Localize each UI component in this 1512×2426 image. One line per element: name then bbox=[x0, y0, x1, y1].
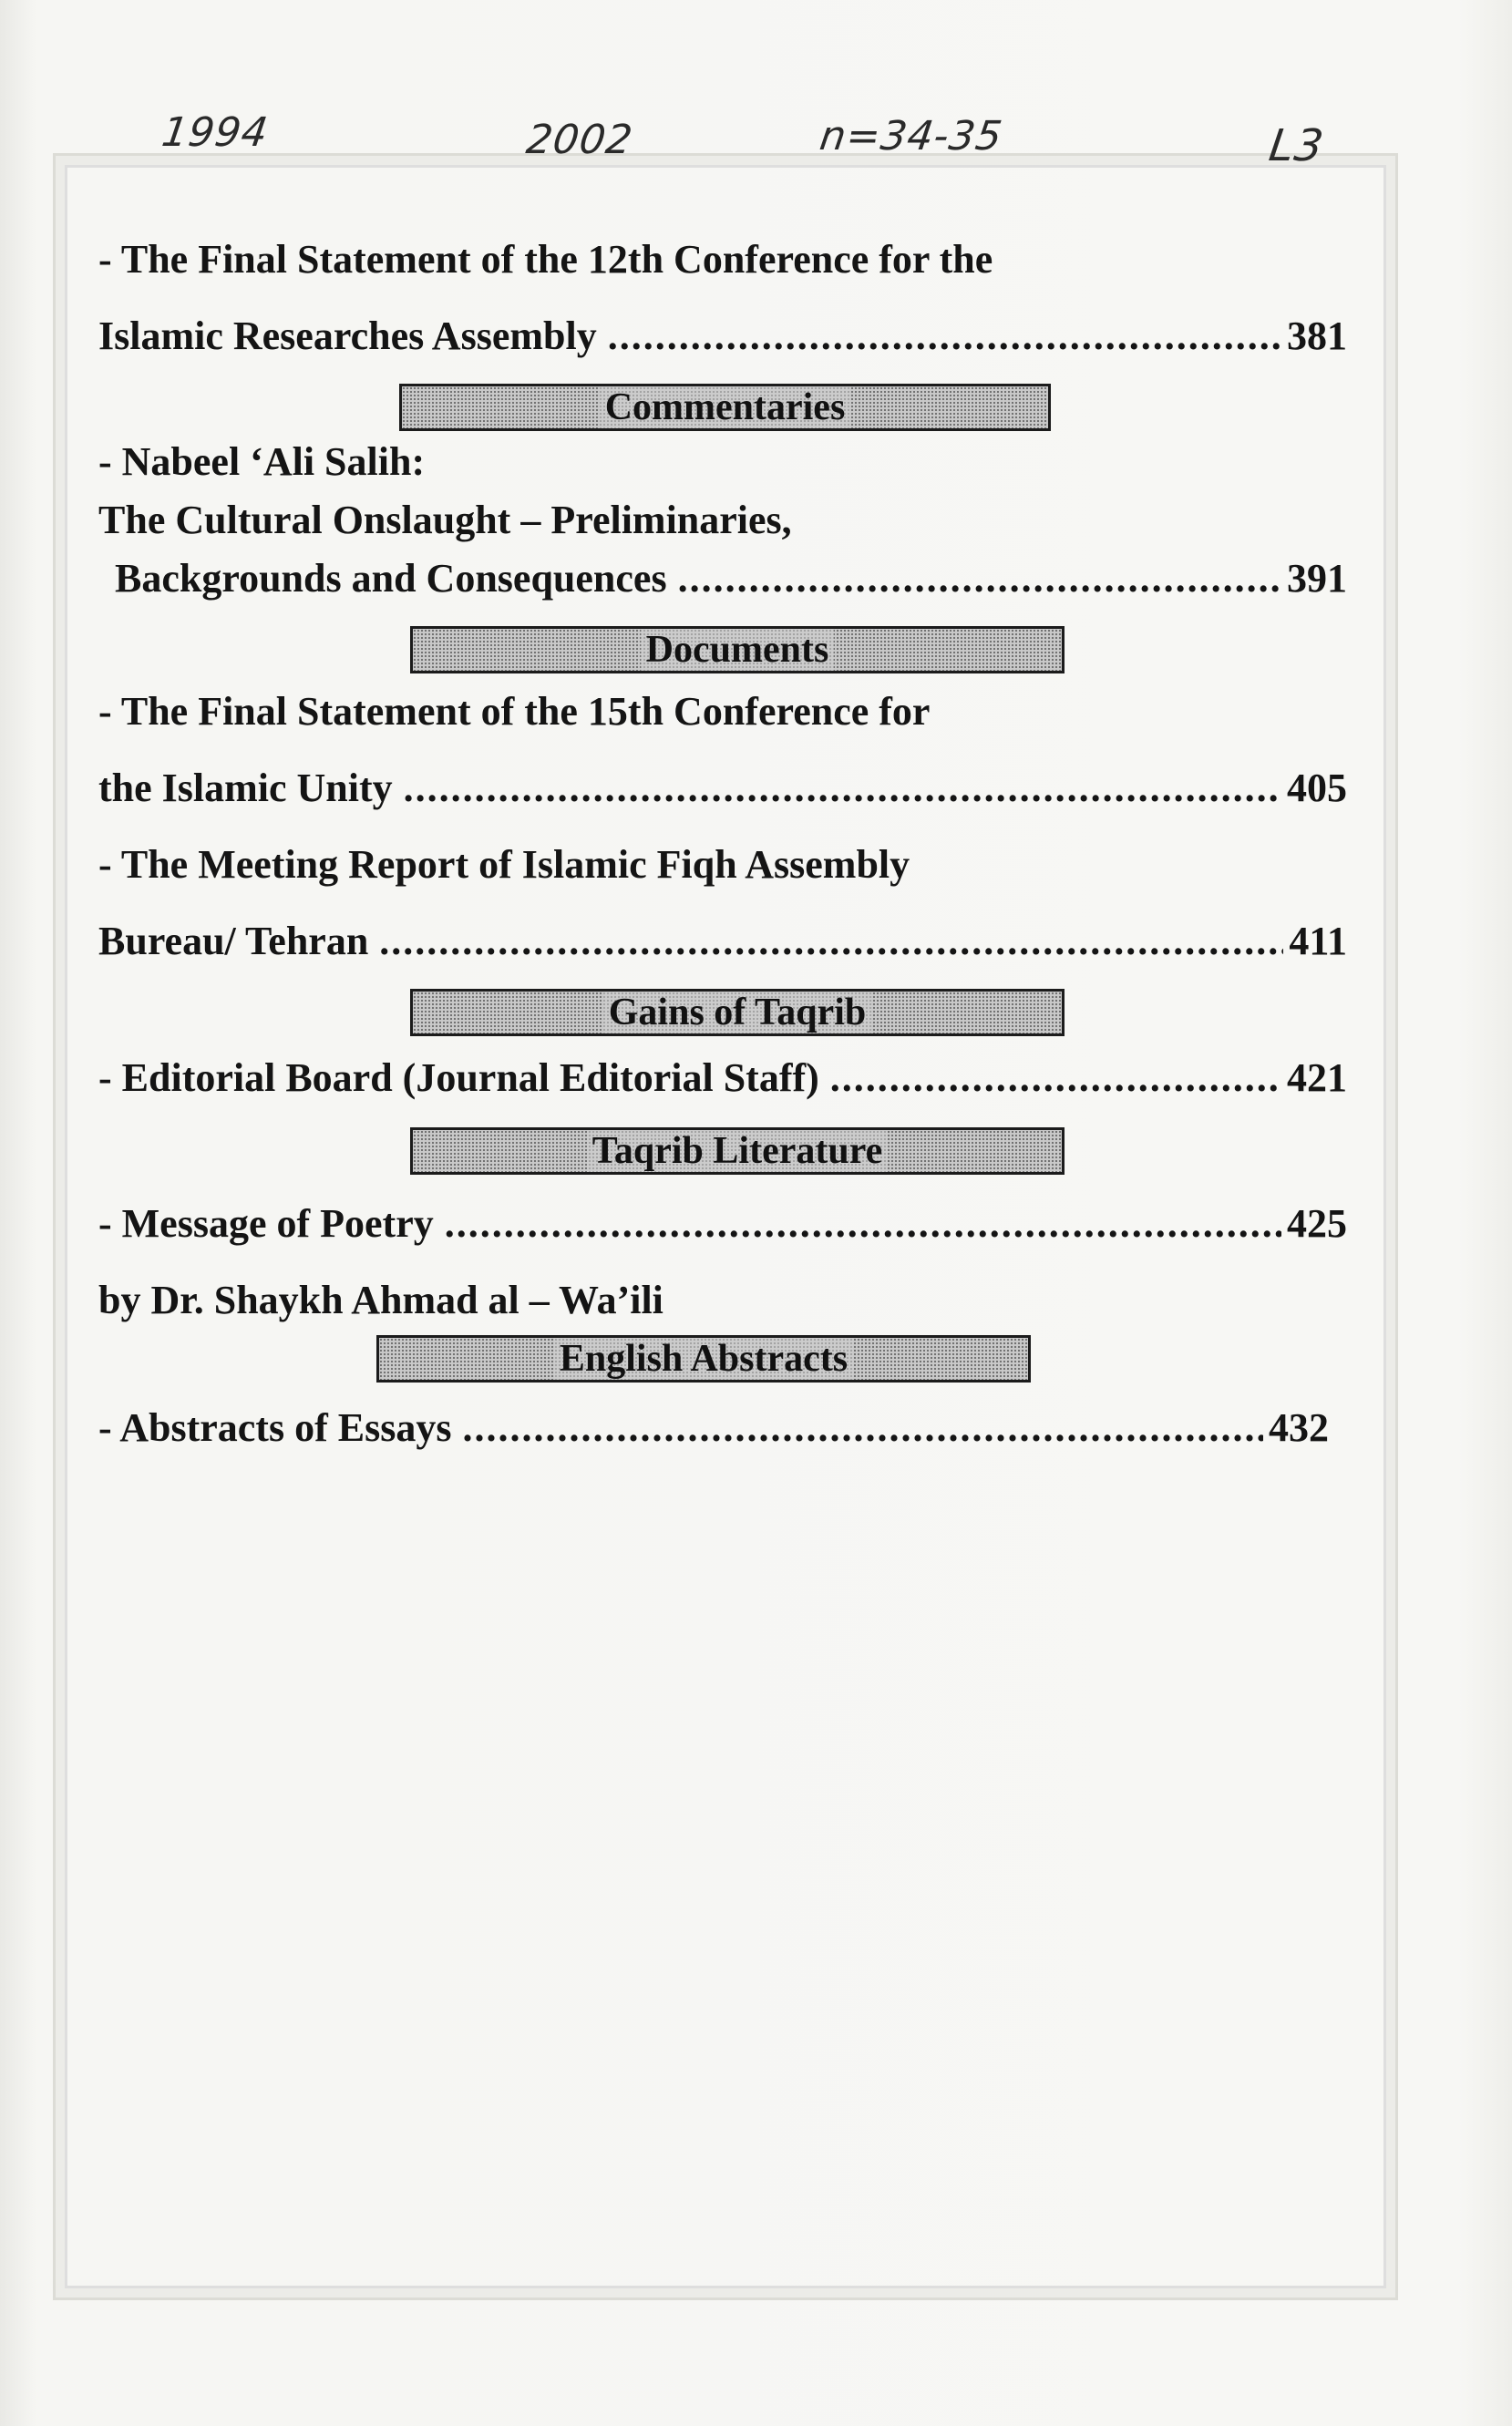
leader-dots bbox=[462, 1401, 1263, 1455]
section-header-english: English Abstracts bbox=[376, 1335, 1031, 1383]
toc-entry-15th-line2: the Islamic Unity bbox=[98, 766, 393, 810]
section-header-gains: Gains of Taqrib bbox=[410, 989, 1065, 1036]
toc-entry-nabeel-line2: The Cultural Onslaught – Preliminaries, bbox=[98, 498, 792, 542]
page-number: 381 bbox=[1287, 314, 1347, 358]
page-number: 432 bbox=[1269, 1405, 1329, 1450]
toc-entry-12th-line1: - The Final Statement of the 12th Conference for the bbox=[98, 237, 993, 282]
toc-entry-12th bbox=[98, 309, 1347, 364]
handwritten-note-year: 1994 bbox=[159, 109, 272, 156]
handwritten-note-code: L3 bbox=[1266, 120, 1328, 171]
page-number: 421 bbox=[1287, 1055, 1347, 1100]
toc-entry-nabeel-line1: - Nabeel ‘Ali Salih: bbox=[98, 439, 426, 484]
toc-entry-15th bbox=[98, 761, 1347, 816]
leader-dots bbox=[830, 1051, 1281, 1105]
toc-entry-fiqh-line1: - The Meeting Report of Islamic Fiqh Assembly bbox=[98, 842, 910, 887]
toc-entry-fiqh-line2: Bureau/ Tehran bbox=[98, 919, 369, 963]
page-number: 391 bbox=[1287, 556, 1347, 601]
toc-entry-poetry-line1: - Message of Poetry bbox=[98, 1201, 434, 1246]
handwritten-note-year-2: 2002 bbox=[523, 117, 636, 163]
table-of-contents bbox=[98, 232, 1347, 1455]
handwritten-note-issue: n=34-35 bbox=[817, 113, 1006, 159]
section-header-literature: Taqrib Literature bbox=[410, 1127, 1065, 1175]
leader-dots bbox=[379, 914, 1283, 969]
toc-entry-nabeel-line3: Backgrounds and Consequences bbox=[115, 556, 667, 601]
section-header-commentaries: Commentaries bbox=[399, 384, 1051, 431]
toc-entry-poetry bbox=[98, 1197, 1347, 1251]
page-number: 411 bbox=[1289, 919, 1347, 963]
toc-entry-editorial bbox=[98, 1051, 1347, 1105]
toc-entry-abstracts bbox=[98, 1401, 1329, 1455]
toc-entry-editorial-line1: - Editorial Board (Journal Editorial Staff) bbox=[98, 1055, 819, 1100]
toc-entry-12th-line2: Islamic Researches Assembly bbox=[98, 314, 597, 358]
leader-dots bbox=[404, 761, 1281, 816]
leader-dots bbox=[678, 551, 1281, 606]
leader-dots bbox=[445, 1197, 1281, 1251]
toc-entry-fiqh bbox=[98, 914, 1347, 969]
toc-entry-abstracts-line1: - Abstracts of Essays bbox=[98, 1405, 452, 1450]
toc-entry-poetry-line2: by Dr. Shaykh Ahmad al – Wa’ili bbox=[98, 1278, 663, 1322]
page-number: 425 bbox=[1287, 1201, 1347, 1246]
page-number: 405 bbox=[1287, 766, 1347, 810]
toc-entry-15th-line1: - The Final Statement of the 15th Conference for bbox=[98, 689, 931, 734]
leader-dots bbox=[608, 309, 1281, 364]
section-header-documents: Documents bbox=[410, 626, 1065, 673]
toc-entry-nabeel bbox=[98, 551, 1347, 606]
